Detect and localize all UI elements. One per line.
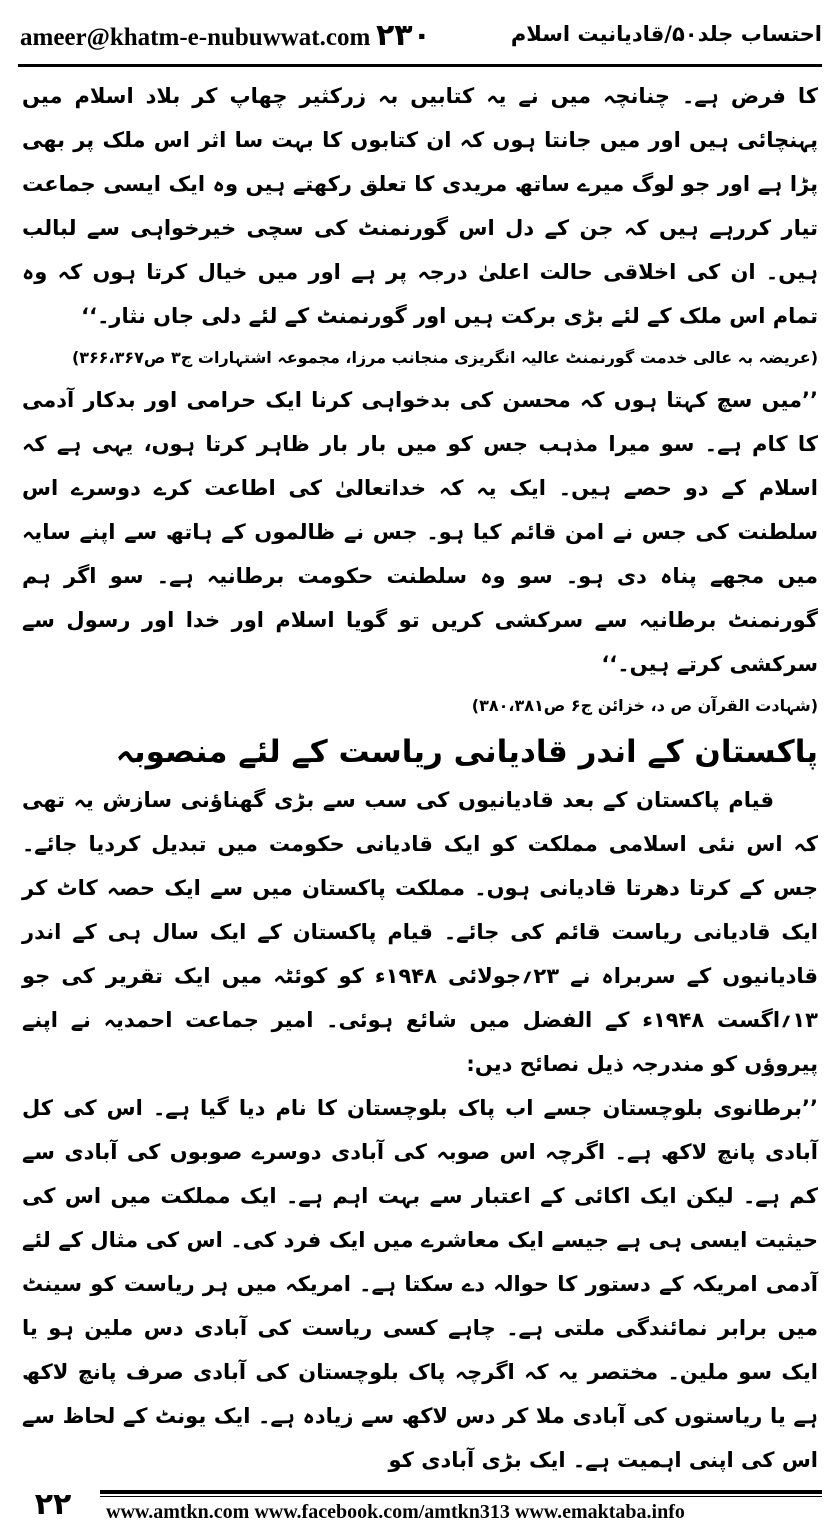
paragraph-3: قیام پاکستان کے بعد قادیانیوں کی سب سے بڑی گھناؤنی سازش یہ تھی کہ اس نئی اسلامی مملکت کو ایک قادیانی حکومت میں تبدیل کردیا جائے۔ جس کے کرتا دھرتا قادیانی ہوں۔ مملکت پاکستان میں سے ایک حصہ کاٹ کر ایک قادیانی ریاست قائم کی جائے۔ قیام پاکستان کے ایک سال ہی کے اندر قادیانیوں کے سربراہ نے ۲۳؍جولائی ۱۹۴۸ء کو کوئٹہ میں ایک تقریر کی جو ۱۳؍اگست ۱۹۴۸ء کے الفضل میں شائع ہوئی۔ امیر جماعت احمدیہ نے اپنے پیروؤں کو مندرجہ ذیل نصائح دیں: [22, 788, 818, 1076]
footer-page-number: ۲۲ [34, 1487, 72, 1522]
header-book-title: احتساب جلد۵۰/قادیانیت اسلام [510, 22, 822, 46]
body-text [22, 74, 818, 1482]
footer-urls[interactable]: www.amtkn.com www.facebook.com/amtkn313 www.emaktaba.info [106, 1501, 685, 1523]
footer-rule-thin [100, 1496, 822, 1497]
paragraph-1: کا فرض ہے۔ چنانچہ میں نے یہ کتابیں بہ زرکثیر چھاپ کر بلاد اسلام میں پہنچائی ہیں اور میں جانتا ہوں کہ ان کتابوں کا بہت سا اثر اس ملک پر بھی پڑا ہے اور جو لوگ میرے ساتھ مریدی کا تعلق رکھتے ہیں وہ ایک ایسی جماعت تیار کررہے ہیں کہ جن کے دل اس گورنمنٹ کی سچی خیرخواہی سے لبالب ہیں۔ ان کی اخلاقی حالت اعلیٰ درجہ پر ہے اور میں خیال کرتا ہوں کہ وہ تمام اس ملک کے لئے بڑی برکت ہیں اور گورنمنٹ کے لئے دلی جاں نثار۔‘‘ [22, 84, 818, 328]
reference-2: (شہادت القرآن ص د، خزائن ج۶ ص۳۸۰،۳۸۱) [471, 696, 818, 715]
footer-rule [100, 1490, 822, 1494]
paragraph-4: ’’برطانوی بلوچستان جسے اب پاک بلوچستان کا نام دیا گیا ہے۔ اس کی کل آبادی پانچ لاکھ ہے۔ اگرچہ اس صوبہ کی آبادی دوسرے صوبوں کی آبادی سے کم ہے۔ لیکن ایک اکائی کے اعتبار سے بہت اہم ہے۔ ایک مملکت میں اس کی حیثیت ایسی ہی ہے جیسے ایک معاشرے میں ایک فرد کی۔ اس کی مثال کے لئے آدمی امریکہ کے دستور کا حوالہ دے سکتا ہے۔ امریکہ میں ہر ریاست کو سینٹ میں برابر نمائندگی ملتی ہے۔ چاہے کسی ریاست کی آبادی دس ملین ہو یا ایک سو ملین۔ مختصر یہ کہ اگرچہ پاک بلوچستان کی آبادی صرف پانچ لاکھ ہے یا ریاستوں کی آبادی ملا کر دس لاکھ سے زیادہ ہے۔ ایک یونٹ کے لحاظ سے اس کی اپنی اہمیت ہے۔ ایک بڑی آبادی کو [22, 1096, 818, 1472]
page-header [18, 16, 822, 60]
section-heading: پاکستان کے اندر قادیانی ریاست کے لئے منصوبہ [115, 734, 818, 770]
header-page-number: ۲۳۰ [376, 18, 431, 53]
page-footer [18, 1484, 822, 1526]
header-email[interactable]: ameer@khatm-e-nubuwwat.com [20, 24, 371, 51]
reference-1: (عریضہ بہ عالی خدمت گورنمنٹ عالیہ انگریزی منجانب مرزا، مجموعہ اشتہارات ج۳ ص۳۶۶،۳۶۷) [71, 348, 818, 367]
paragraph-2: ’’میں سچ کہتا ہوں کہ محسن کی بدخواہی کرنا ایک حرامی اور بدکار آدمی کا کام ہے۔ سو میرا مذہب جس کو میں بار بار ظاہر کرتا ہوں، یہی ہے کہ اسلام کے دو حصے ہیں۔ ایک یہ کہ خداتعالیٰ کی اطاعت کرے دوسرے اس سلطنت کی جس نے امن قائم کیا ہو۔ جس نے ظالموں کے ہاتھ سے اپنے سایہ میں مجھے پناہ دی ہو۔ سو وہ سلطنت حکومت برطانیہ ہے۔ سو اگر ہم گورنمنٹ برطانیہ سے سرکشی کریں تو گویا اسلام اور خدا اور رسول سے سرکشی کرتے ہیں۔‘‘ [22, 388, 818, 676]
header-rule [18, 64, 822, 67]
